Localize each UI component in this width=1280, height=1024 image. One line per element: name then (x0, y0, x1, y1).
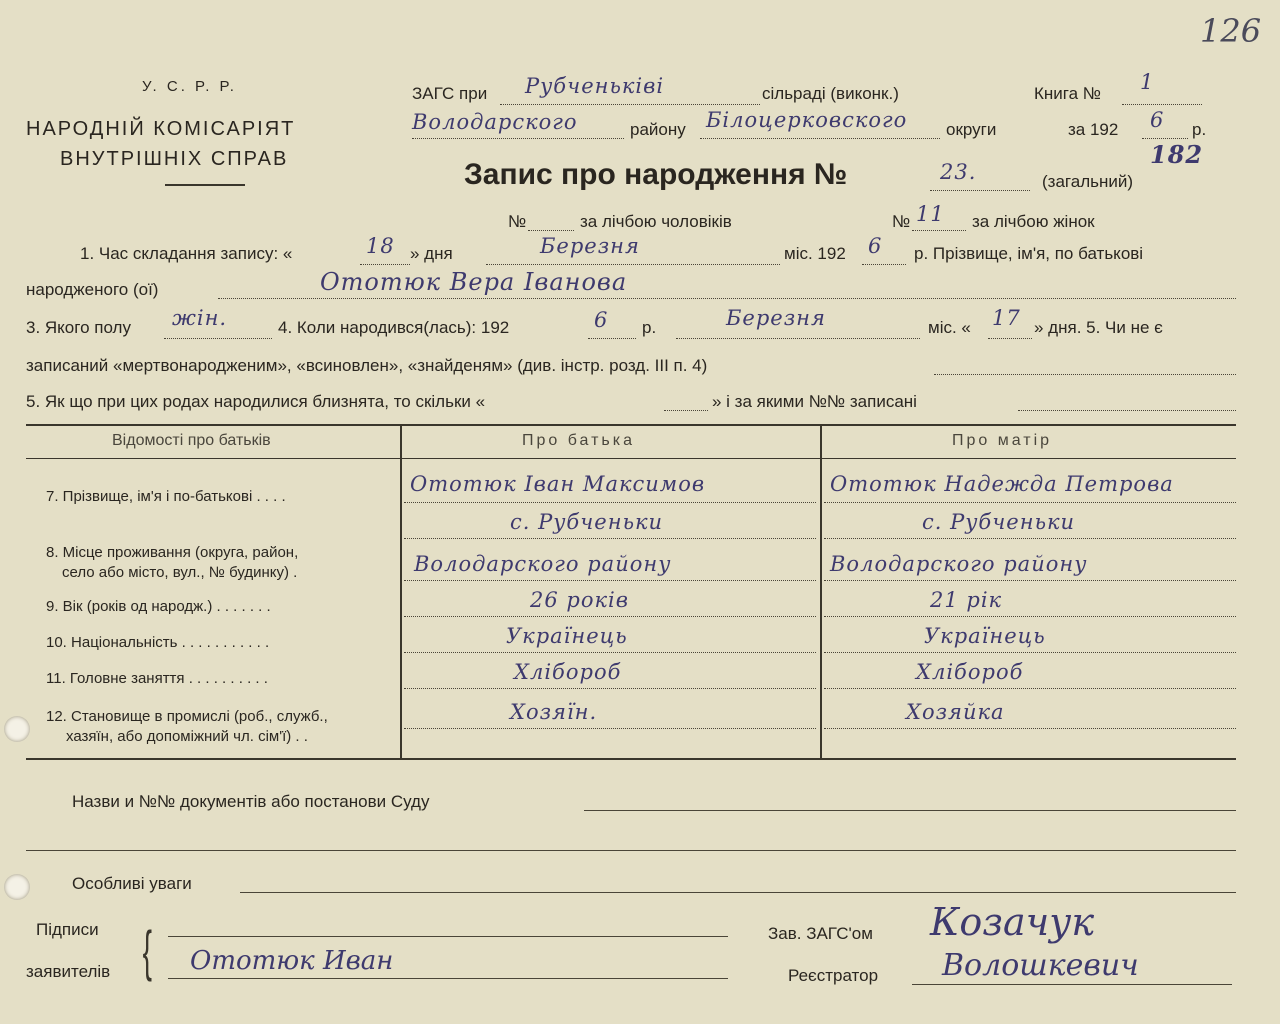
table-top-rule (26, 424, 1236, 426)
col-header-mother: Про матір (952, 432, 1053, 449)
row10-mother-line (824, 652, 1236, 653)
commissariat-line1: НАРОДНІЙ КОМІСАРІЯТ (26, 118, 296, 140)
male-count-suffix: за лічбою чоловіків (580, 212, 732, 231)
field1-label: 1. Час складання запису: « (80, 244, 293, 263)
field2-label: народженого (ої) (26, 280, 159, 299)
signatures-label-2: заявителів (26, 962, 111, 981)
district-label: району (630, 120, 686, 139)
field1-day-line (360, 264, 410, 265)
remarks-label: Особливі уваги (72, 874, 192, 893)
year-suffix: р. (1192, 120, 1207, 139)
female-count-number: 11 (916, 202, 945, 226)
okrug-label: округи (946, 120, 997, 139)
okrug-value: Білоцерковского (706, 108, 908, 132)
birth-year-suffix: р. (642, 318, 657, 337)
field1-day-suffix: » дня (410, 244, 453, 263)
child-name: Ототюк Вера Іванова (320, 268, 628, 296)
documents-line-2 (26, 850, 1236, 851)
documents-line (584, 810, 1236, 811)
row10-father-line (404, 652, 816, 653)
zags-head-signature: Козачук (930, 900, 1095, 944)
mother-full-name: Ототюк Надежда Петрова (830, 472, 1174, 496)
field3-line (164, 338, 272, 339)
field3-label: 3. Якого полу (26, 318, 131, 337)
field1-month-suffix: міс. 192 (784, 244, 846, 263)
col-header-father: Про батька (522, 432, 635, 449)
row8-label-2: село або місто, вул., № будинку) . (62, 564, 298, 581)
field6-text-a: 5. Як що при цих родах народилися близнята, то скільки « (26, 392, 486, 411)
zags-label: ЗАГС при (412, 84, 488, 103)
row8-label-1: 8. Місце проживання (округа, район, (46, 544, 299, 561)
district-value: Володарского (412, 110, 578, 134)
father-village: с. Рубченьки (510, 510, 664, 534)
field1-day: 18 (366, 234, 395, 258)
row8-mother-line (824, 580, 1236, 581)
book-number: 1 (1140, 70, 1155, 94)
table-bottom-rule (26, 758, 1236, 760)
row12-label-2: хазяїн, або допоміжний чл. сім'ї) . . (66, 728, 308, 745)
female-count-line (912, 230, 966, 231)
village-line (500, 104, 760, 105)
documents-label: Назви и №№ документів або постанови Суду (72, 792, 430, 811)
table-divider-1 (400, 424, 402, 760)
book-line (1122, 104, 1202, 105)
mother-district: Володарского району (830, 552, 1088, 576)
signature-line-1 (168, 936, 728, 937)
birth-day: 17 (992, 306, 1021, 330)
row9-father-line (404, 616, 816, 617)
year-label: за 192 (1068, 120, 1119, 139)
village-mother-line (824, 538, 1236, 539)
mother-nationality: Українець (924, 624, 1046, 648)
okrug-line (700, 138, 940, 139)
row12-mother-line (824, 728, 1236, 729)
mother-village: с. Рубченьки (922, 510, 1076, 534)
registrar-line (912, 984, 1232, 985)
male-count-line (528, 230, 574, 231)
field5-line (934, 374, 1236, 375)
row11-father-line (404, 688, 816, 689)
punch-hole-upper (4, 716, 30, 742)
child-sex: жін. (172, 306, 228, 330)
remarks-line (240, 892, 1236, 893)
father-position: Хозяїн. (510, 700, 598, 724)
record-title: Запис про народження № (464, 158, 848, 191)
birth-month-suffix: міс. « (928, 318, 971, 337)
field1-tail: р. Прізвище, ім'я, по батькові (914, 244, 1144, 263)
row7-label: 7. Прізвище, ім'я і по-батькові . . . . (46, 488, 286, 505)
republic-label: У. С. Р. Р. (142, 78, 237, 95)
table-header-rule (26, 458, 1236, 459)
signatures-label-1: Підписи (36, 920, 99, 939)
row9-mother-line (824, 616, 1236, 617)
father-full-name: Ототюк Іван Максимов (410, 472, 706, 496)
field2-line (218, 298, 1236, 299)
twins-count-line (664, 410, 708, 411)
village-father-line (404, 538, 816, 539)
female-count-suffix: за лічбою жінок (972, 212, 1095, 231)
village-suffix: сільраді (виконк.) (762, 84, 899, 103)
field6-text-b: » і за якими №№ записані (712, 392, 917, 411)
registrar-label: Реєстратор (788, 966, 879, 985)
row9-label: 9. Вік (років од народж.) . . . . . . . (46, 598, 271, 615)
signature-line-2 (168, 978, 728, 979)
general-number: 182 (1150, 140, 1204, 169)
village-value: Рубченьківі (525, 74, 665, 98)
row12-father-line (404, 728, 816, 729)
female-count-label: № (892, 212, 911, 231)
twins-numbers-line (1018, 410, 1236, 411)
table-divider-2 (820, 424, 822, 760)
book-label: Книга № (1034, 84, 1102, 103)
field5-text: записаний «мертвонародженим», «всиновлен», «знайденям» (див. інстр. розд. III п. 4) (26, 356, 708, 375)
field1-month: Березня (540, 234, 640, 258)
birth-month-line (676, 338, 920, 339)
punch-hole-lower (4, 874, 30, 900)
mother-age: 21 рік (930, 588, 1003, 612)
row8-father-line (404, 580, 816, 581)
commissariat-line2: ВНУТРІШНІХ СПРАВ (60, 148, 289, 170)
row7-father-line (404, 502, 816, 503)
year-digit: 6 (1150, 108, 1165, 132)
zags-head-label: Зав. ЗАГС'ом (768, 924, 873, 943)
sheet-number: 126 (1200, 12, 1262, 50)
birth-month: Березня (726, 306, 826, 330)
row12-label-1: 12. Становище в промислі (роб., служб., (46, 708, 328, 725)
applicant-signature: Ототюк Иван (190, 946, 394, 976)
father-nationality: Українець (506, 624, 628, 648)
father-district: Володарского району (414, 552, 672, 576)
row7-mother-line (824, 502, 1236, 503)
row11-mother-line (824, 688, 1236, 689)
signatures-brace: { (142, 919, 153, 982)
male-count-label: № (508, 212, 527, 231)
general-label: (загальний) (1042, 172, 1134, 191)
col-header-info: Відомості про батьків (112, 432, 271, 449)
birth-day-suffix: » дня. 5. Чи не є (1034, 318, 1163, 337)
year-line (1142, 138, 1188, 139)
header-divider (165, 184, 245, 186)
district-line (412, 138, 624, 139)
field1-year-line (862, 264, 906, 265)
record-number: 23. (940, 160, 977, 184)
row11-label: 11. Головне заняття . . . . . . . . . . (46, 670, 268, 687)
field4-label: 4. Коли народився(лась): 192 (278, 318, 510, 337)
row10-label: 10. Національність . . . . . . . . . . . (46, 634, 270, 651)
birth-day-line (988, 338, 1032, 339)
field1-month-line (486, 264, 780, 265)
registrar-signature: Волошкевич (942, 948, 1139, 983)
birth-year-line (588, 338, 636, 339)
birth-year: 6 (594, 308, 609, 332)
field1-year: 6 (868, 234, 883, 258)
father-occupation: Хлібороб (514, 660, 622, 684)
father-age: 26 років (530, 588, 629, 612)
mother-occupation: Хлібороб (916, 660, 1024, 684)
mother-position: Хозяйка (906, 700, 1005, 724)
record-number-line (930, 190, 1030, 191)
